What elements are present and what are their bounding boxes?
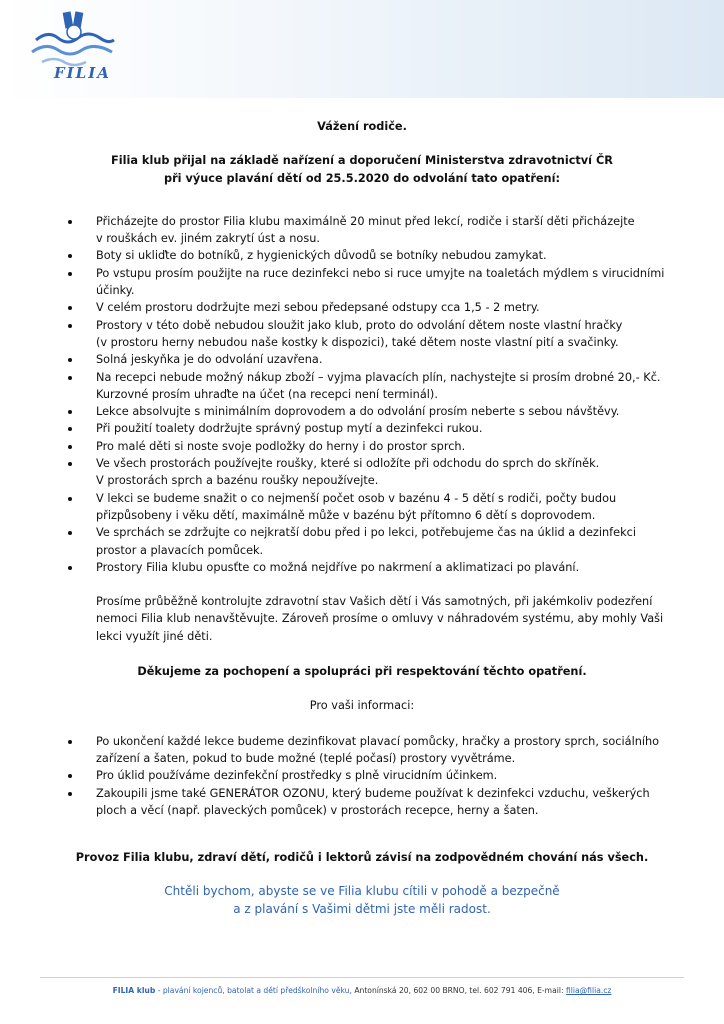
info-item: Pro úklid používáme dezinfekční prostředky s plně virucidním účinkem. <box>96 767 724 784</box>
info-item: Zakoupili jsme také GENERÁTOR OZONU, který budeme používat k dezinfekci vzduchu, veškerých ploch a věcí (např. plaveckých pomůcek) v prostorách recepce, herny a šaten. <box>96 785 724 820</box>
footer <box>0 985 724 997</box>
rule-item: Prostory v této době nebudou sloužit jako klub, proto do odvolání dětem noste vlastní hračky (v prostoru herny nebudou naše kostky k dispozici), také dětem noste vlastní pití a svačinky. <box>96 317 724 352</box>
footer-address: Antonínská 20, 602 00 BRNO, tel. 602 791 406, E-mail: <box>354 986 564 995</box>
info-heading: Pro vaši informaci: <box>309 699 415 713</box>
info-list <box>0 733 724 819</box>
rule-item: Boty si ukliďte do botníků, z hygienických důvodů se botníky nebudou zamykat. <box>96 247 724 264</box>
filia-logo <box>28 8 118 96</box>
rule-item: Přicházejte do prostor Filia klubu maximálně 20 minut před lekcí, rodiče i starší děti přicházejte v rouškách ev. jiném zakrytí úst a nosu. <box>96 213 724 248</box>
rule-item: Pro malé děti si noste svoje podložky do herny i do prostor sprch. <box>96 438 724 455</box>
info-item: Po ukončení každé lekce budeme dezinfikovat plavací pomůcky, hračky a prostory sprch, sociálního zařízení a šaten, pokud to bude možné (teplé počasí) prostory vyvětráme. <box>96 733 724 768</box>
rule-item: Ve sprchách se zdržujte co nejkratší dobu před i po lekci, potřebujeme čas na úklid a dezinfekci prostor a plavacích pomůcek. <box>96 524 724 559</box>
wish-line-2: a z plavání s Vašimi dětmi jste měli radost. <box>233 902 491 917</box>
letter-body <box>0 118 724 918</box>
intro-line-2: při výuce plavání dětí od 25.5.2020 do odvolání tato opatření: <box>164 171 560 185</box>
rule-item: Při použití toalety dodržujte správný postup mytí a dezinfekci rukou. <box>96 420 724 437</box>
footer-tagline: - plavání kojenců, batolat a dětí předškolního věku, <box>157 986 352 995</box>
greeting: Vážení rodiče. <box>317 120 407 133</box>
footer-email-link[interactable]: filia@filia.cz <box>565 986 612 995</box>
closing-line: Provoz Filia klubu, zdraví dětí, rodičů i lektorů závisí na zodpovědném chování nás všech. <box>75 851 649 865</box>
rule-item: Lekce absolvujte s minimálním doprovodem a do odvolání prosím neberte s sebou návštěvy. <box>96 403 724 420</box>
intro-line-1: Filia klub přijal na základě nařízení a doporučení Ministerstva zdravotnictví ČR <box>111 154 613 168</box>
rule-item: Prostory Filia klubu opusťte co možná nejdříve po nakrmení a aklimatizaci po plavání. <box>96 559 724 576</box>
wish-line-1: Chtěli bychom, abyste se ve Filia klubu cítili v pohodě a bezpečně <box>164 884 560 899</box>
thanks-line: Děkujeme za pochopení a spolupráci při respektování těchto opatření. <box>137 665 587 679</box>
rule-item: Solná jeskyňka je do odvolání uzavřena. <box>96 351 724 368</box>
wish-text <box>0 882 724 918</box>
rule-item: Po vstupu prosím použijte na ruce dezinfekci nebo si ruce umyjte na toaletách mýdlem s virucidními účinky. <box>96 265 724 300</box>
rule-item: V lekci se budeme snažit o co nejmenší počet osob v bazénu 4 - 5 dětí s rodiči, počty budou přizpůsobeny i věku dětí, maximálně může v bazénu být přítomno 6 dětí s doprovodem. <box>96 490 724 525</box>
footer-divider <box>40 977 684 978</box>
footer-club-name: FILIA klub <box>112 986 156 995</box>
rule-item: Na recepci nebude možný nákup zboží – vyjma plavacích plín, nachystejte si prosím drobné 20,- Kč. Kurzovné prosím uhraďte na účet (na recepci není terminál). <box>96 369 724 404</box>
logo-wordmark: FILIA <box>54 64 111 82</box>
rules-list <box>0 213 724 576</box>
intro <box>0 152 724 187</box>
rule-item: Ve všech prostorách používejte roušky, které si odložíte při odchodu do sprch do skříněk. V prostorách sprch a bazénu roušky nepoužívejte. <box>96 455 724 490</box>
request-paragraph: Prosíme průběžně kontrolujte zdravotní stav Vašich dětí i Vás samotných, při jakémkoliv podezření nemoci Filia klub nenavštěvujte. Zároveň prosíme o omluvy v náhradovém systému, aby mohly Vaši lekci využít jiné děti. <box>96 595 664 643</box>
rule-item: V celém prostoru dodržujte mezi sebou předepsané odstupy cca 1,5 - 2 metry. <box>96 299 724 316</box>
